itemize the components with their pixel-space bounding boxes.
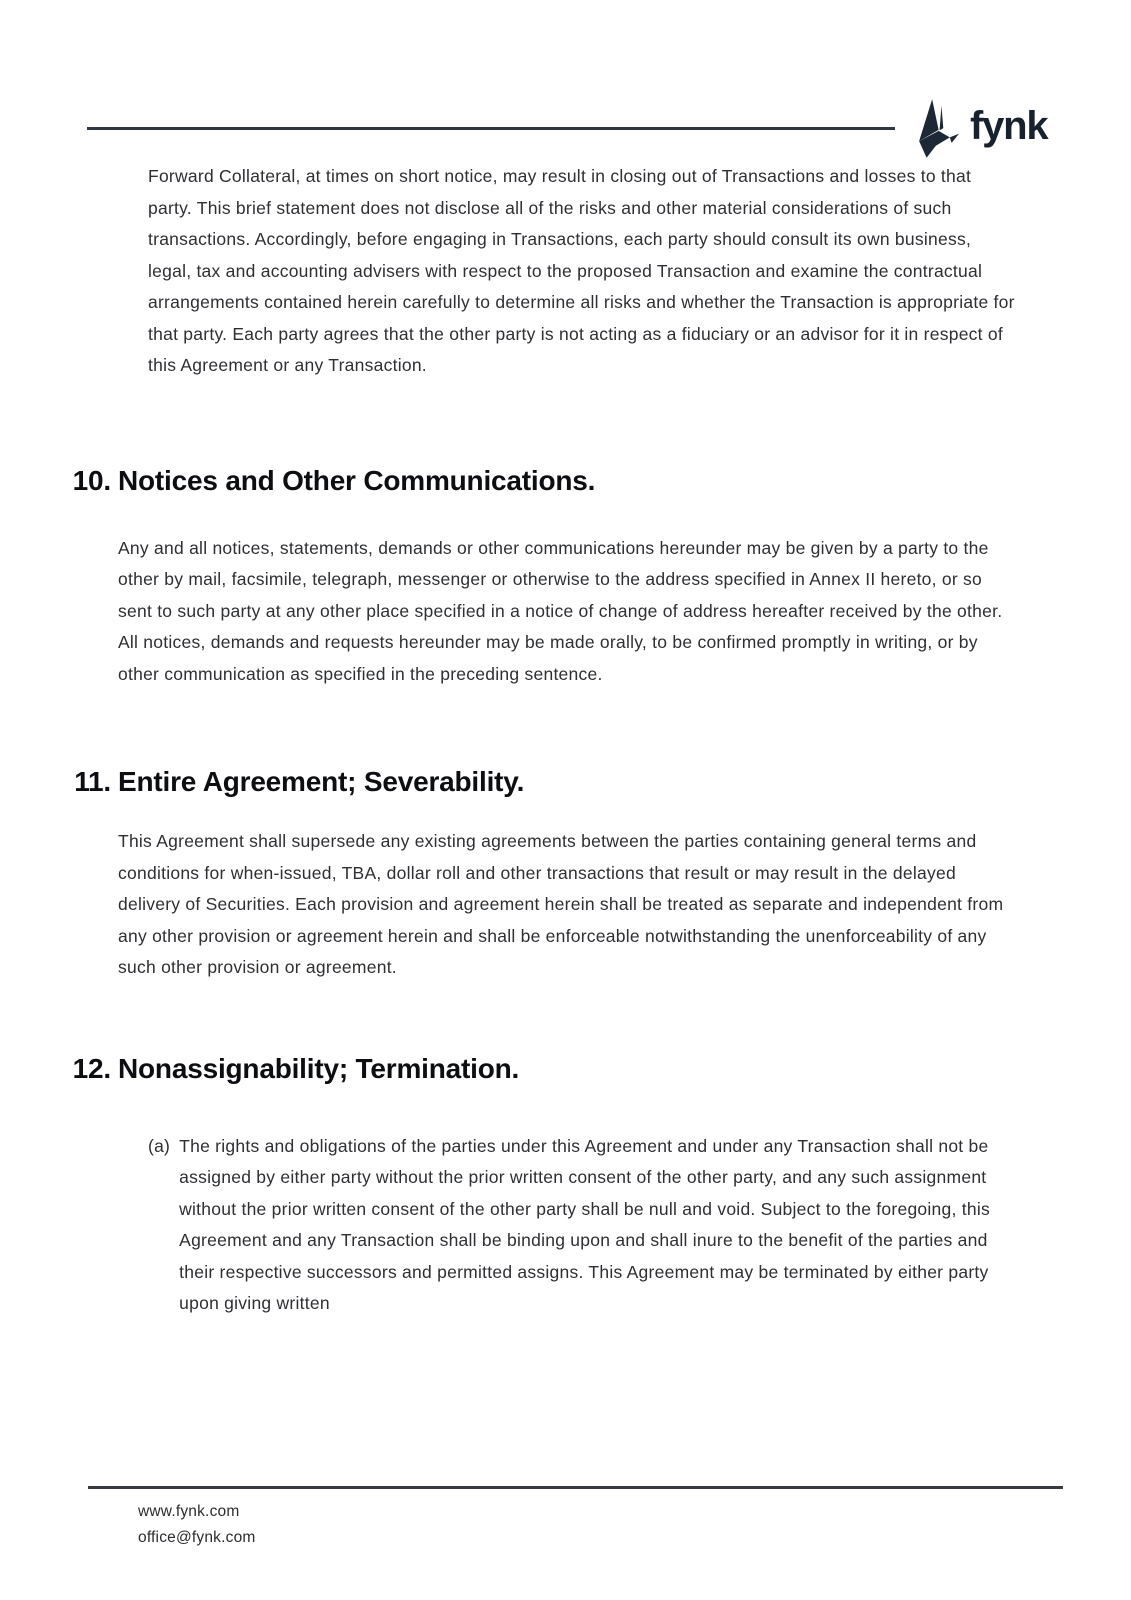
clause-a-text: The rights and obligations of the parties under this Agreement and under any Transaction shall not be assigned by either party without the prior written consent of the other party, and any such assignment without the prior written consent of the other party shall be null and void. Subject to the foregoing, this Agreement and any Transaction shall be binding upon and shall inure to the benefit of the parties and their respective successors and permitted assigns. This Agreement may be terminated by either party upon giving written xyxy=(179,1135,990,1313)
section-11-heading xyxy=(67,764,1131,800)
section-title: Nonassignability; Termination. xyxy=(118,1052,520,1084)
clause-a xyxy=(148,1131,1131,1320)
section-number: 12. xyxy=(72,1052,111,1084)
section-10-paragraph: Any and all notices, statements, demands or other communications hereunder may be given by a party to the other by mail, facsimile, telegraph, messenger or otherwise to the address specified in Annex II hereto, or so sent to such party at any other place specified in a notice of change of address hereafter received by the other. All notices, demands and requests hereunder may be made orally, to be confirmed promptly in writing, or by other communication as specified in the preceding sentence. xyxy=(118,537,1003,684)
section-number: 11. xyxy=(74,766,111,797)
section-11-paragraph: This Agreement shall supersede any existing agreements between the parties containing general terms and conditions for when-issued, TBA, dollar roll and other transactions that result or may result in the delayed delivery of Securities. Each provision and agreement herein shall be treated as separate and independent from any other provision or agreement herein and shall be enforceable notwithstanding the unenforceability of any such other provision or agreement. xyxy=(118,831,1004,977)
footer-contact xyxy=(138,1499,256,1551)
section-title: Entire Agreement; Severability. xyxy=(118,766,525,797)
origami-crane-icon xyxy=(908,99,960,159)
footer-email-link[interactable]: office@fynk.com xyxy=(138,1529,256,1546)
clause-marker: (a) xyxy=(148,1135,171,1156)
header-divider xyxy=(87,127,895,130)
brand-logo xyxy=(908,99,1047,159)
section-title: Notices and Other Communications. xyxy=(118,464,596,496)
footer-website-link[interactable]: www.fynk.com xyxy=(138,1503,240,1520)
section-10-heading xyxy=(67,463,1131,499)
intro-paragraph: Forward Collateral, at times on short notice, may result in closing out of Transactions and losses to that party. This brief statement does not disclose all of the risks and other material considerations of such transactions. Accordingly, before engaging in Transactions, each party should consult its own business, legal, tax and accounting advisers with respect to the proposed Transaction and examine the contractual arrangements contained herein carefully to determine all risks and whether the Transaction is appropriate for that party. Each party agrees that the other party is not acting as a fiduciary or an advisor for it in respect of this Agreement or any Transaction. xyxy=(148,166,1015,375)
section-number: 10. xyxy=(72,464,111,496)
section-12-heading xyxy=(67,1051,1131,1087)
footer-divider xyxy=(88,1486,1063,1489)
brand-name: fynk xyxy=(970,104,1048,148)
